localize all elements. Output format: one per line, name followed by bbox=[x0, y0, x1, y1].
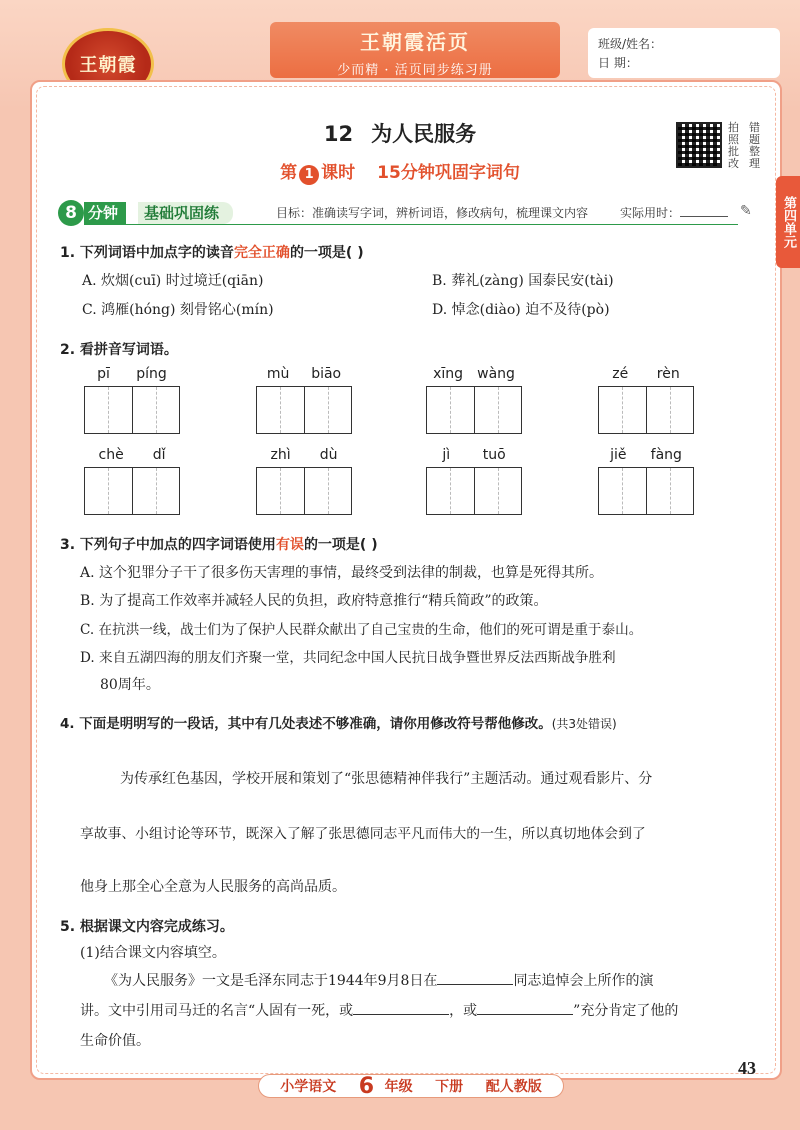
pinyin-word[interactable] bbox=[84, 366, 180, 434]
q5-blank-2[interactable] bbox=[353, 1001, 449, 1015]
question-3-stem bbox=[60, 534, 378, 554]
q5-fill-line-1 bbox=[104, 970, 653, 990]
q1-option-b[interactable]: B. 葬礼(zàng) 国泰民安(tài) bbox=[432, 273, 614, 289]
pinyin-word[interactable] bbox=[598, 366, 694, 434]
q5-text-2c: ”充分肯定了他的 bbox=[573, 1003, 679, 1019]
q1-stem-emphasis: 完全正确 bbox=[233, 245, 290, 261]
date-label: 日 期： bbox=[598, 56, 638, 70]
pinyin-syllable: dù bbox=[319, 447, 338, 463]
q1-stem-a: 1. 下列词语中加点字的读音 bbox=[60, 245, 234, 261]
qr-char: 拍 bbox=[728, 121, 739, 134]
period-number-badge: 1 bbox=[299, 165, 319, 185]
minutes-badge: 8 bbox=[58, 200, 84, 226]
pinyin-syllable: zé bbox=[612, 366, 629, 382]
pinyin-syllable: rèn bbox=[656, 366, 680, 382]
q5-text-2b: ，或 bbox=[449, 1003, 478, 1019]
actual-time bbox=[620, 204, 728, 221]
write-box[interactable] bbox=[647, 387, 694, 433]
write-box[interactable] bbox=[475, 468, 522, 514]
class-info-box bbox=[588, 28, 780, 78]
q3-stem-b: 的一项是( ) bbox=[303, 537, 378, 553]
q3-option-d[interactable]: D. 来自五湖四海的朋友们齐聚一堂，共同纪念中国人民抗日战争暨世界反法西斯战争胜利 bbox=[80, 650, 616, 666]
logo-text: 王朝霞 bbox=[79, 55, 137, 76]
q4-paragraph-line-3[interactable]: 他身上那全心全意为人民服务的高尚品质。 bbox=[80, 879, 346, 895]
q3-option-a[interactable]: A. 这个犯罪分子干了很多伤天害理的事情，最终受到法律的制裁，也算是死得其所。 bbox=[80, 565, 604, 581]
class-name-label: 班级/姓名： bbox=[598, 37, 663, 51]
write-box[interactable] bbox=[85, 387, 133, 433]
qr-caption bbox=[728, 122, 768, 170]
pinyin-word[interactable] bbox=[84, 447, 180, 515]
qr-char: 改 bbox=[728, 157, 739, 170]
question-1-stem bbox=[60, 242, 364, 262]
q1-option-d[interactable]: D. 悼念(diào) 迫不及待(pò) bbox=[432, 302, 610, 318]
section-label: 基础巩固练 bbox=[138, 202, 233, 224]
q5-blank-3[interactable] bbox=[477, 1001, 573, 1015]
qr-code-icon[interactable] bbox=[676, 122, 722, 168]
pinyin-syllable: wàng bbox=[477, 366, 515, 382]
footer-subject: 小学语文 bbox=[280, 1079, 337, 1095]
lesson-name: 为人民服务 bbox=[371, 122, 477, 146]
q3-option-b[interactable]: B. 为了提高工作效率并减轻人民的负担，政府特意推行“精兵简政”的政策。 bbox=[80, 593, 548, 609]
write-box[interactable] bbox=[305, 387, 352, 433]
pinyin-syllable: fàng bbox=[650, 447, 682, 463]
q3-option-d-cont: 80周年。 bbox=[100, 677, 160, 693]
brand-banner bbox=[270, 22, 560, 78]
q4-note: (共3处错误) bbox=[551, 717, 617, 731]
q1-option-a[interactable]: A. 炊烟(cuī) 时过境迁(qiān) bbox=[82, 273, 264, 289]
q5-text-1a: 《为人民服务》一文是毛泽东同志于1944年9月8日在 bbox=[104, 973, 438, 989]
q4-paragraph-line-2[interactable]: 享故事、小组讨论等环节，既深入了解了张思德同志平凡而伟大的一生，所以真切地体会到了 bbox=[80, 826, 646, 842]
pinyin-syllable: tuō bbox=[482, 447, 506, 463]
write-box[interactable] bbox=[647, 468, 694, 514]
pinyin-syllable: dǐ bbox=[152, 447, 166, 463]
q5-fill-line-3: 生命价值。 bbox=[80, 1033, 150, 1049]
pinyin-syllable: zhì bbox=[270, 447, 291, 463]
q5-text-2a: 讲。文中引用司马迁的名言“人固有一死，或 bbox=[80, 1003, 354, 1019]
write-box[interactable] bbox=[599, 468, 647, 514]
pinyin-word[interactable] bbox=[598, 447, 694, 515]
q1-option-c[interactable]: C. 鸿雁(hóng) 刻骨铭心(mín) bbox=[82, 302, 274, 318]
qr-char: 整 bbox=[749, 145, 760, 158]
write-box[interactable] bbox=[133, 468, 180, 514]
q3-option-c[interactable]: C. 在抗洪一线，战士们为了保护人民群众献出了自己宝贵的生命，他们的死可谓是重于泰山。 bbox=[80, 622, 643, 638]
write-box[interactable] bbox=[133, 387, 180, 433]
pinyin-word[interactable] bbox=[256, 366, 352, 434]
question-2-stem: 2. 看拼音写词语。 bbox=[60, 342, 178, 358]
footer-edition: 配人教版 bbox=[485, 1079, 542, 1095]
question-5-stem: 5. 根据课文内容完成练习。 bbox=[60, 919, 234, 935]
pencil-icon: ✎ bbox=[740, 203, 752, 219]
q5-blank-1[interactable] bbox=[437, 971, 513, 985]
section-header bbox=[58, 200, 758, 226]
subtitle-suffix: 课时 bbox=[321, 163, 356, 183]
pinyin-syllable: biāo bbox=[311, 366, 342, 382]
page-number: 43 bbox=[738, 1058, 756, 1078]
actual-time-label: 实际用时： bbox=[620, 206, 681, 220]
q4-stem-text: 4. 下面是明明写的一段话，其中有几处表述不够准确，请你用修改符号帮他修改。 bbox=[60, 716, 552, 732]
qr-char: 错 bbox=[749, 121, 760, 134]
footer-grade: 6 bbox=[358, 1073, 375, 1099]
write-box[interactable] bbox=[305, 468, 352, 514]
q3-stem-emphasis: 有误 bbox=[275, 537, 304, 553]
pinyin-word[interactable] bbox=[426, 447, 522, 515]
q3-stem-a: 3. 下列句子中加点的四字词语使用 bbox=[60, 537, 276, 553]
brand-subtitle: 少而精 · 活页同步练习册 bbox=[337, 63, 493, 78]
pinyin-syllable: chè bbox=[98, 447, 124, 463]
section-goal: 目标：准确读写字词，辨析词语，修改病句，梳理课文内容 bbox=[276, 206, 589, 220]
write-box[interactable] bbox=[599, 387, 647, 433]
pinyin-syllable: jiě bbox=[610, 447, 627, 463]
pinyin-syllable: píng bbox=[136, 366, 167, 382]
footer-bar bbox=[258, 1074, 564, 1098]
brand-title: 王朝霞活页 bbox=[360, 32, 470, 54]
pinyin-syllable: mù bbox=[266, 366, 290, 382]
write-box[interactable] bbox=[427, 468, 475, 514]
q5-fill-line-2 bbox=[80, 1000, 678, 1020]
pinyin-syllable: jì bbox=[442, 447, 451, 463]
footer-volume: 下册 bbox=[435, 1079, 464, 1095]
subtitle-prefix: 第 bbox=[280, 163, 298, 183]
write-box[interactable] bbox=[85, 468, 133, 514]
pinyin-word[interactable] bbox=[426, 366, 522, 434]
write-box[interactable] bbox=[257, 468, 305, 514]
footer-grade-suffix: 年级 bbox=[384, 1079, 413, 1095]
question-4-stem bbox=[60, 712, 617, 732]
qr-char: 题 bbox=[749, 133, 760, 146]
pinyin-word[interactable] bbox=[256, 447, 352, 515]
actual-time-field[interactable] bbox=[680, 207, 728, 217]
write-box[interactable] bbox=[475, 387, 522, 433]
q5-subquestion-1: (1)结合课文内容填空。 bbox=[80, 945, 226, 961]
subtitle-right: 15分钟巩固字词句 bbox=[377, 163, 520, 183]
section-rule bbox=[84, 224, 738, 225]
qr-char: 照 bbox=[728, 133, 739, 146]
qr-char: 理 bbox=[749, 157, 760, 170]
minutes-label: 分钟 bbox=[84, 202, 126, 224]
q1-stem-b: 的一项是( ) bbox=[289, 245, 364, 261]
q4-paragraph-line-1[interactable]: 为传承红色基因，学校开展和策划了“张思德精神伴我行”主题活动。通过观看影片、分 bbox=[120, 771, 653, 787]
lesson-number: 12 bbox=[323, 122, 354, 146]
pinyin-syllable: xīng bbox=[433, 366, 463, 382]
q5-text-1b: 同志追悼会上所作的演 bbox=[513, 973, 654, 989]
write-box[interactable] bbox=[257, 387, 305, 433]
write-box[interactable] bbox=[427, 387, 475, 433]
qr-char: 批 bbox=[728, 145, 739, 158]
unit-side-tab: 第四单元 bbox=[776, 176, 800, 268]
pinyin-syllable: pī bbox=[97, 366, 110, 382]
